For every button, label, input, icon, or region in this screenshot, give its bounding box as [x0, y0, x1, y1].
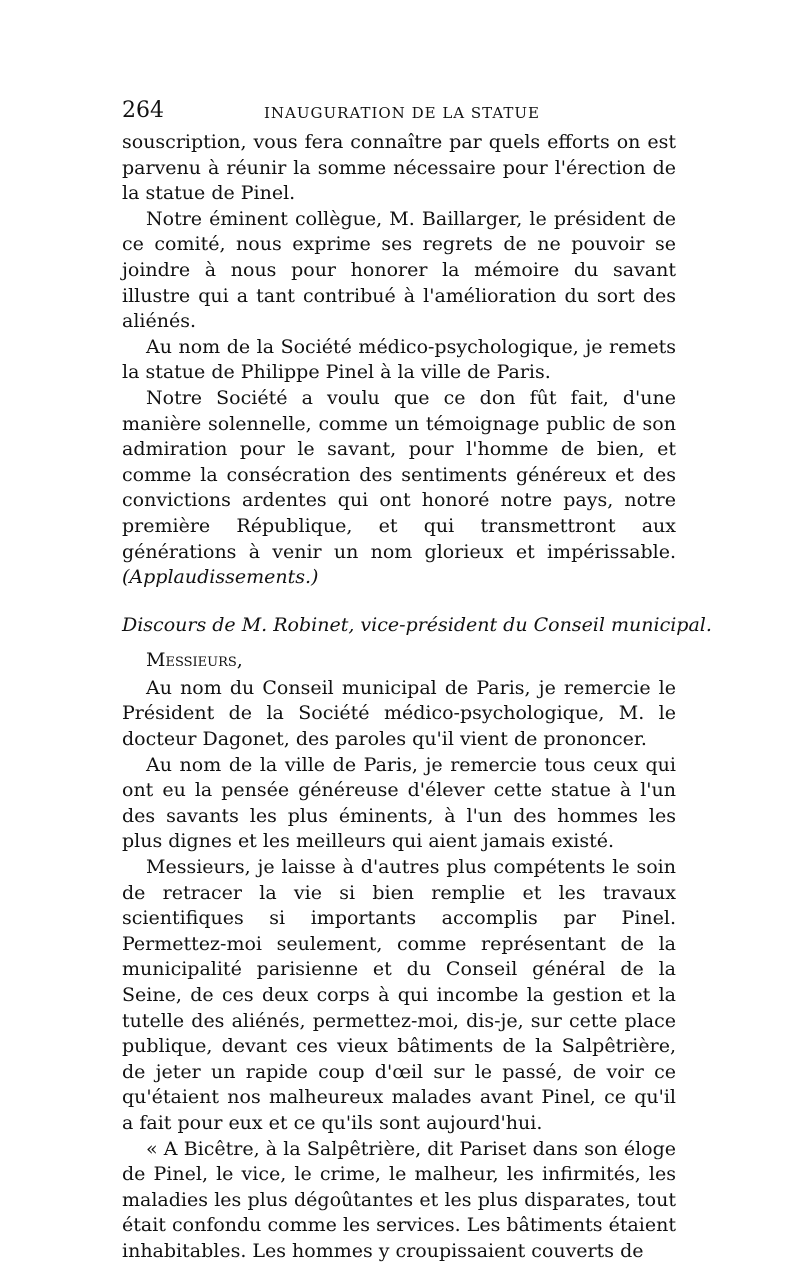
running-head [122, 96, 682, 126]
speech-heading: Discours de M. Robinet, vice-président du Conseil municipal. [122, 613, 712, 636]
paragraph: Au nom de la Société médico-psychologique, je remets la statue de Philippe Pinel à la ville de Paris. [122, 335, 676, 384]
applause-note: (Applaudissements.) [122, 566, 319, 589]
salutation: Messieurs, [146, 649, 243, 672]
paragraph-text: Notre Société a voulu que ce don fût fait, d'une manière solennelle, comme un témoignage public de son admiration pour le savant, pour l'homme de bien, et comme la consécration des sentiments généreux et des convictions ardentes qui ont honoré notre pays, notre première République, et qui transmettront aux générations à venir un nom glorieux et impérissable. [122, 386, 676, 563]
paragraph: « A Bicêtre, à la Salpêtrière, dit Pariset dans son éloge de Pinel, le vice, le crime, le malheur, les infirmités, les maladies les plus dégoûtantes et les plus disparates, tout était confondu comme les services. Les bâtiments étaient inhabitables. Les hommes y croupissaient couverts de [122, 1137, 676, 1262]
paragraph: Au nom de la ville de Paris, je remercie tous ceux qui ont eu la pensée généreuse d'élever cette statue à l'un des savants les plus éminents, à l'un des hommes les plus dignes et les meilleurs qui aient jamais existé. [122, 753, 676, 853]
page-number: 264 [122, 98, 164, 123]
paragraph: Notre éminent collègue, M. Baillarger, le président de ce comité, nous exprime ses regrets de ne pouvoir se joindre à nous pour honorer la mémoire du savant illustre qui a tant contribué à l'amélioration du sort des aliénés. [122, 207, 676, 333]
paragraph: Au nom du Conseil municipal de Paris, je remercie le Président de la Société médico-psychologique, M. le docteur Dagonet, des paroles qu'il vient de prononcer. [122, 676, 676, 751]
paragraph: souscription, vous fera connaître par quels efforts on est parvenu à réunir la somme nécessaire pour l'érection de la statue de Pinel. [122, 131, 676, 205]
page-body [122, 130, 712, 1265]
paragraph: Messieurs, je laisse à d'autres plus compétents le soin de retracer la vie si bien remplie et les travaux scientifiques si importants accomplis par Pinel. Permettez-moi seulement, comme représentant de la municipalité parisienne et du Conseil général de la Seine, de ces deux corps à qui incombe la gestion et la tutelle des aliénés, permettez-moi, dis-je, sur cette place publique, devant ces vieux bâtiments de la Salpêtrière, de jeter un rapide coup d'œil sur le passé, de voir ce qu'étaient nos malheureux malades avant Pinel, ce qu'il a fait pour eux et ce qu'ils sont aujourd'hui. [122, 856, 676, 1134]
paragraph [122, 386, 676, 591]
running-title: INAUGURATION DE LA STATUE [264, 104, 540, 122]
